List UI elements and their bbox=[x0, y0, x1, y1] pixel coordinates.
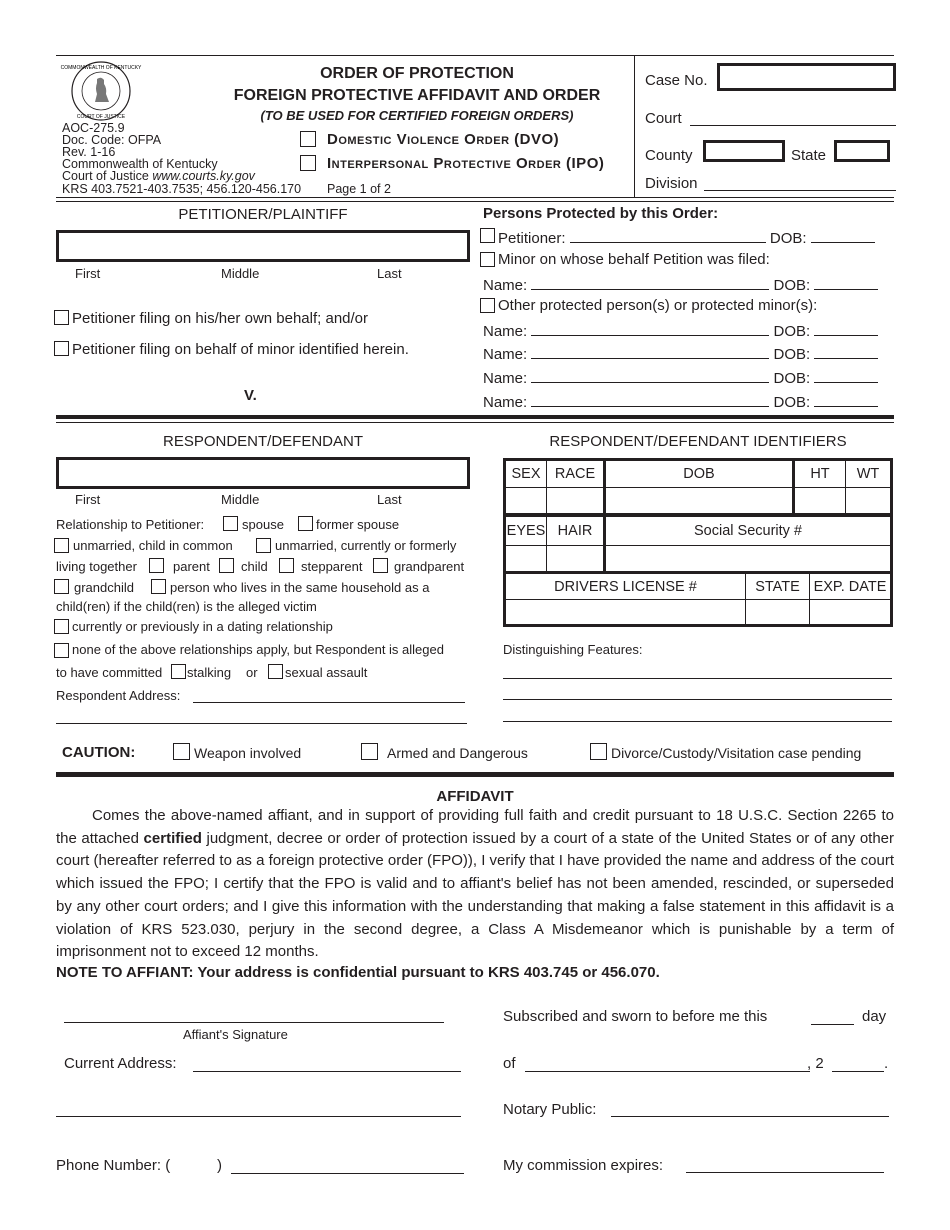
caution-rule bbox=[56, 772, 894, 777]
former-spouse-checkbox[interactable] bbox=[298, 516, 313, 531]
top-rule bbox=[56, 55, 894, 56]
identifiers-table-2 bbox=[503, 516, 893, 573]
weapon-checkbox[interactable] bbox=[173, 743, 190, 760]
header-bottom-rule bbox=[56, 197, 894, 198]
seal-bottom-text: COURT OF JUSTICE bbox=[76, 114, 126, 120]
minor-dob-field[interactable] bbox=[814, 275, 878, 290]
race-header: RACE bbox=[547, 460, 605, 488]
exp-date-header: EXP. DATE bbox=[810, 573, 892, 600]
other-name-row-2 bbox=[483, 344, 878, 363]
protected-petitioner-row bbox=[498, 228, 875, 247]
unmarried-living-checkbox[interactable] bbox=[256, 538, 271, 553]
dob-cell[interactable] bbox=[605, 488, 794, 515]
committed-label: to have committed bbox=[56, 665, 163, 680]
protected-petitioner-dob-field[interactable] bbox=[811, 228, 875, 243]
unmarried-child-checkbox[interactable] bbox=[54, 538, 69, 553]
other-dob-field-4[interactable] bbox=[814, 392, 878, 407]
commission-field[interactable] bbox=[686, 1172, 884, 1173]
affidavit-heading: AFFIDAVIT bbox=[436, 788, 514, 805]
other-name-field-2[interactable] bbox=[531, 344, 769, 359]
parent-checkbox[interactable] bbox=[149, 558, 164, 573]
kentucky-seal bbox=[60, 60, 142, 122]
dvo-label: Domestic Violence Order (DVO) bbox=[327, 131, 560, 148]
other-name-label-2: Name: bbox=[483, 346, 528, 363]
other-name-field-3[interactable] bbox=[531, 368, 769, 383]
hair-cell[interactable] bbox=[547, 546, 605, 573]
grandchild-checkbox[interactable] bbox=[54, 579, 69, 594]
none-above-label: none of the above relationships apply, but Respondent is alleged bbox=[72, 642, 444, 657]
header-bottom-rule-2 bbox=[56, 201, 894, 202]
month-field[interactable] bbox=[525, 1071, 810, 1072]
minor-label: Minor on whose behalf Petition was filed: bbox=[498, 251, 770, 268]
household-label-2: child(ren) if the child(ren) is the alleged victim bbox=[56, 599, 317, 614]
subscribed-day-field[interactable] bbox=[811, 1024, 854, 1025]
state-label: State bbox=[791, 147, 827, 164]
division-field[interactable] bbox=[704, 190, 896, 191]
features-label: Distinguishing Features: bbox=[503, 642, 643, 657]
section-divider bbox=[56, 415, 894, 419]
protected-petitioner-label: Petitioner: bbox=[498, 230, 566, 247]
other-dob-field-3[interactable] bbox=[814, 368, 878, 383]
armed-label: Armed and Dangerous bbox=[387, 745, 528, 761]
dl-header: DRIVERS LICENSE # bbox=[505, 573, 746, 600]
stepparent-label: stepparent bbox=[301, 559, 363, 574]
child-checkbox[interactable] bbox=[219, 558, 234, 573]
petitioner-heading: PETITIONER/PLAINTIFF bbox=[178, 206, 348, 223]
living-together-label: living together bbox=[56, 559, 137, 574]
affiant-signature-label: Affiant's Signature bbox=[183, 1027, 288, 1042]
respondent-heading: RESPONDENT/DEFENDANT bbox=[162, 433, 364, 450]
respondent-last-label: Last bbox=[377, 492, 402, 507]
features-field-3[interactable] bbox=[503, 721, 892, 722]
affidavit-body bbox=[56, 805, 894, 964]
household-label: person who lives in the same household as a bbox=[170, 580, 430, 595]
other-dob-field-2[interactable] bbox=[814, 344, 878, 359]
current-address-label: Current Address: bbox=[64, 1055, 177, 1072]
unmarried-child-label: unmarried, child in common bbox=[73, 538, 233, 553]
ipo-label: Interpersonal Protective Order (IPO) bbox=[327, 155, 605, 172]
court-field[interactable] bbox=[690, 125, 896, 126]
subscribed-label: Subscribed and sworn to before me this bbox=[503, 1008, 768, 1025]
title-2: FOREIGN PROTECTIVE AFFIDAVIT AND ORDER bbox=[233, 87, 601, 104]
year-prefix: , 2 bbox=[807, 1055, 824, 1072]
identifiers-heading: RESPONDENT/DEFENDANT IDENTIFIERS bbox=[549, 433, 847, 450]
notary-label: Notary Public: bbox=[503, 1101, 597, 1118]
minor-checkbox[interactable] bbox=[480, 252, 495, 267]
other-dob-label-3: DOB: bbox=[773, 370, 811, 387]
minor-dob-label: DOB: bbox=[773, 277, 811, 294]
ssn-cell[interactable] bbox=[605, 546, 892, 573]
dvo-checkbox[interactable] bbox=[300, 131, 316, 147]
grandparent-checkbox[interactable] bbox=[373, 558, 388, 573]
identifiers-table-3 bbox=[503, 571, 893, 627]
title-1: ORDER OF PROTECTION bbox=[320, 65, 514, 82]
current-address-field-2[interactable] bbox=[56, 1116, 461, 1117]
other-dob-label-4: DOB: bbox=[773, 394, 811, 411]
armed-checkbox[interactable] bbox=[361, 743, 378, 760]
versus: V. bbox=[244, 387, 257, 404]
grandparent-label: grandparent bbox=[394, 559, 465, 574]
year-field[interactable] bbox=[832, 1071, 884, 1072]
none-above-checkbox[interactable] bbox=[54, 643, 69, 658]
other-dob-label-1: DOB: bbox=[773, 323, 811, 340]
stalking-checkbox[interactable] bbox=[171, 664, 186, 679]
other-name-label-3: Name: bbox=[483, 370, 528, 387]
stalking-label: stalking bbox=[187, 665, 232, 680]
divorce-checkbox[interactable] bbox=[590, 743, 607, 760]
other-protected-label: Other protected person(s) or protected minor(s): bbox=[498, 297, 818, 314]
minor-name-label: Name: bbox=[483, 277, 528, 294]
ht-header: HT bbox=[794, 460, 846, 488]
respondent-address-field-1[interactable] bbox=[193, 702, 465, 703]
dating-checkbox[interactable] bbox=[54, 619, 69, 634]
identifiers-table-1 bbox=[503, 458, 893, 516]
petitioner-name-field[interactable] bbox=[56, 230, 470, 262]
other-name-field-1[interactable] bbox=[531, 321, 769, 336]
commission-label: My commission expires: bbox=[503, 1157, 664, 1174]
sexual-assault-label: sexual assault bbox=[285, 665, 368, 680]
ipo-checkbox[interactable] bbox=[300, 155, 316, 171]
eyes-header: EYES bbox=[505, 517, 547, 546]
notary-field[interactable] bbox=[611, 1116, 889, 1117]
seal-top-text: COMMONWEALTH OF KENTUCKY bbox=[60, 65, 142, 71]
case-no-field[interactable] bbox=[717, 63, 896, 91]
county-field[interactable] bbox=[703, 140, 785, 162]
commonwealth: Commonwealth of Kentucky bbox=[62, 157, 218, 171]
parent-label: parent bbox=[173, 559, 210, 574]
other-dob-field-1[interactable] bbox=[814, 321, 878, 336]
former-spouse-label: former spouse bbox=[316, 517, 400, 532]
features-field-2[interactable] bbox=[503, 699, 892, 700]
respondent-first-label: First bbox=[75, 492, 101, 507]
race-cell[interactable] bbox=[547, 488, 605, 515]
protected-petitioner-checkbox[interactable] bbox=[480, 228, 495, 243]
unmarried-living-label: unmarried, currently or formerly bbox=[275, 538, 457, 553]
dl-cell[interactable] bbox=[505, 600, 746, 626]
affidavit-note: NOTE TO AFFIANT: Your address is confidential pursuant to KRS 403.745 or 456.070. bbox=[56, 964, 660, 981]
household-checkbox[interactable] bbox=[151, 579, 166, 594]
dating-label: currently or previously in a dating relationship bbox=[72, 619, 333, 634]
of-label: of bbox=[503, 1055, 516, 1072]
protected-heading: Persons Protected by this Order: bbox=[483, 205, 719, 222]
other-name-label-1: Name: bbox=[483, 323, 528, 340]
eyes-cell[interactable] bbox=[505, 546, 547, 573]
minor-behalf-label: Petitioner filing on behalf of minor identified herein. bbox=[72, 341, 409, 358]
affiant-signature-field[interactable] bbox=[64, 1022, 444, 1023]
affidavit-text-1: Comes the above-named affiant, and in support of providing full faith and credit pursuant to 18 U.S.C. Section 2265 to the attached bbox=[56, 807, 894, 847]
phone-label: Phone Number: ( bbox=[56, 1157, 171, 1174]
own-behalf-label: Petitioner filing on his/her own behalf; and/or bbox=[72, 310, 369, 327]
phone-field[interactable] bbox=[231, 1173, 464, 1174]
own-behalf-checkbox[interactable] bbox=[54, 310, 69, 325]
or-label: or bbox=[246, 665, 258, 680]
sexual-assault-checkbox[interactable] bbox=[268, 664, 283, 679]
sex-cell[interactable] bbox=[505, 488, 547, 515]
wt-cell[interactable] bbox=[846, 488, 892, 515]
page-number: Page 1 of 2 bbox=[327, 182, 391, 196]
ssn-header: Social Security # bbox=[605, 517, 892, 546]
respondent-address-label: Respondent Address: bbox=[56, 688, 181, 703]
court-of-justice-line bbox=[62, 170, 255, 182]
krs-statutes: KRS 403.7521-403.7535; 456.120-456.170 bbox=[62, 182, 302, 196]
current-address-field-1[interactable] bbox=[193, 1071, 461, 1072]
exp-date-cell[interactable] bbox=[810, 600, 892, 626]
petitioner-last-label: Last bbox=[377, 266, 402, 281]
protected-petitioner-field[interactable] bbox=[570, 228, 766, 243]
day-label: day bbox=[862, 1008, 887, 1025]
divorce-label: Divorce/Custody/Visitation case pending bbox=[611, 745, 862, 761]
other-name-field-4[interactable] bbox=[531, 392, 769, 407]
doc-code: Doc. Code: OFPA bbox=[62, 133, 162, 147]
protected-petitioner-dob-label: DOB: bbox=[769, 230, 807, 247]
minor-name-field[interactable] bbox=[531, 275, 769, 290]
dob-header: DOB bbox=[605, 460, 794, 488]
phone-close-paren: ) bbox=[217, 1157, 222, 1174]
division-label: Division bbox=[645, 175, 698, 192]
state-field[interactable] bbox=[834, 140, 890, 162]
other-protected-checkbox[interactable] bbox=[480, 298, 495, 313]
revision: Rev. 1-16 bbox=[62, 145, 116, 159]
dl-state-cell[interactable] bbox=[746, 600, 810, 626]
sex-header: SEX bbox=[505, 460, 547, 488]
header-divider bbox=[634, 55, 635, 197]
affidavit-certified: certified bbox=[143, 829, 202, 847]
subtitle: (TO BE USED FOR CERTIFIED FOREIGN ORDERS) bbox=[260, 108, 574, 123]
minor-behalf-checkbox[interactable] bbox=[54, 341, 69, 356]
case-no-label: Case No. bbox=[645, 72, 708, 89]
stepparent-checkbox[interactable] bbox=[279, 558, 294, 573]
child-label: child bbox=[241, 559, 268, 574]
court-of-justice: Court of Justice bbox=[62, 169, 149, 183]
ht-cell[interactable] bbox=[794, 488, 846, 515]
form-number: AOC-275.9 bbox=[62, 121, 125, 135]
year-period: . bbox=[884, 1055, 889, 1072]
minor-name-row bbox=[483, 275, 878, 294]
respondent-address-field-2[interactable] bbox=[56, 723, 467, 724]
dl-state-header: STATE bbox=[746, 573, 810, 600]
section-divider-thin bbox=[56, 422, 894, 423]
wt-header: WT bbox=[846, 460, 892, 488]
respondent-name-field[interactable] bbox=[56, 457, 470, 489]
other-name-label-4: Name: bbox=[483, 394, 528, 411]
website: www.courts.ky.gov bbox=[152, 169, 255, 183]
features-field-1[interactable] bbox=[503, 678, 892, 679]
other-name-row-1 bbox=[483, 321, 878, 340]
spouse-checkbox[interactable] bbox=[223, 516, 238, 531]
court-label: Court bbox=[645, 110, 682, 127]
relationship-label: Relationship to Petitioner: bbox=[56, 517, 205, 532]
petitioner-first-label: First bbox=[75, 266, 101, 281]
affidavit-text-2: judgment, decree or order of protection issued by a court of a state of the United States or of any other court (hereafter referred to as a foreign protective order (FPO)), I verify that I have provided the name and address of the court which issued the FPO; I certify that the FPO is valid and to affiant's belief has not been amended, rescinded, or superseded by any other court orders; and I give this information with the understanding that making a false statement in this affidavit is a violation of KRS 523.030, perjury in the second degree, a Class A Misdemeanor which is punishable by a term of imprisonment not to exceed 12 months. bbox=[56, 829, 895, 961]
weapon-label: Weapon involved bbox=[194, 745, 302, 761]
other-dob-label-2: DOB: bbox=[773, 346, 811, 363]
respondent-middle-label: Middle bbox=[221, 492, 260, 507]
other-name-row-4 bbox=[483, 392, 878, 411]
caution-label: CAUTION: bbox=[62, 744, 136, 761]
spouse-label: spouse bbox=[242, 517, 284, 532]
other-name-row-3 bbox=[483, 368, 878, 387]
petitioner-middle-label: Middle bbox=[221, 266, 260, 281]
county-label: County bbox=[645, 147, 693, 164]
hair-header: HAIR bbox=[547, 517, 605, 546]
grandchild-label: grandchild bbox=[74, 580, 134, 595]
